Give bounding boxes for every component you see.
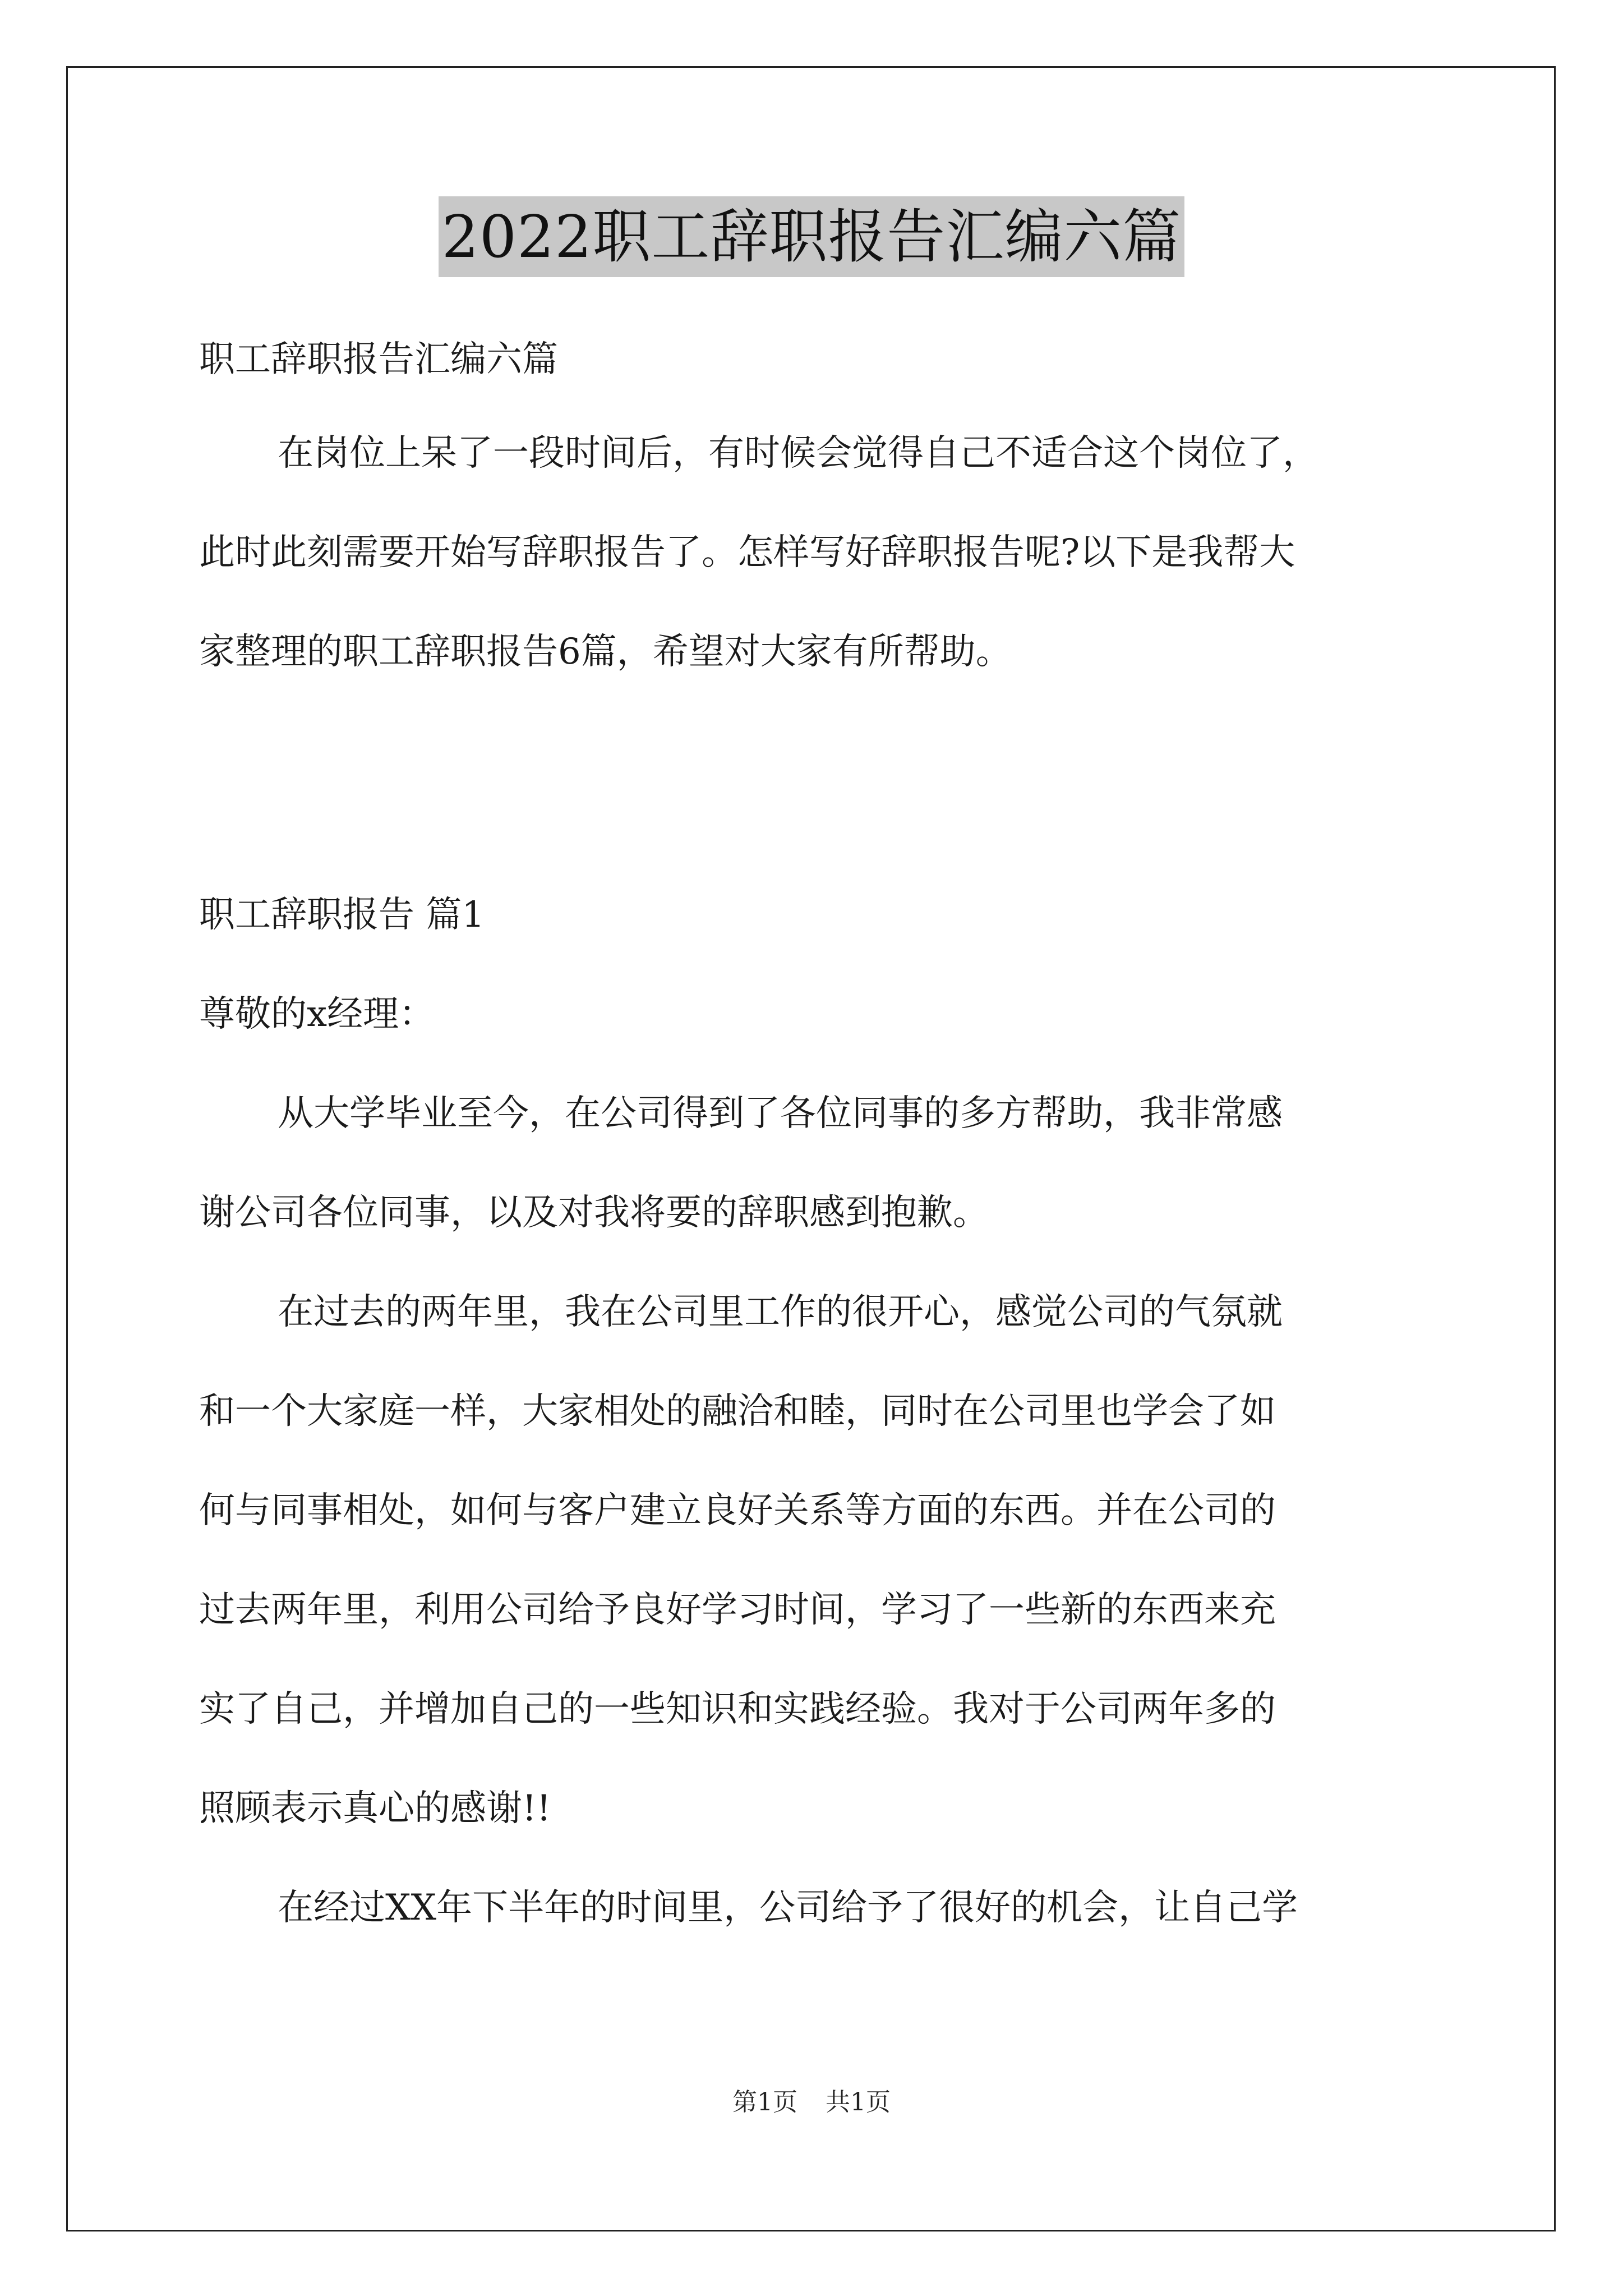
paragraph-line: 实了自己，并增加自己的一些知识和实践经验。我对于公司两年多的 [199, 1688, 1276, 1730]
title-container [0, 196, 1623, 277]
document-title: 2022职工辞职报告汇编六篇 [439, 196, 1185, 277]
page-footer [0, 2086, 1623, 2119]
subtitle-block [199, 310, 1427, 409]
paragraph-line: 照顾表示真心的感谢!! [199, 1788, 551, 1829]
paragraph-line: 过去两年里，利用公司给予良好学习时间，学习了一些新的东西来充 [199, 1589, 1276, 1631]
document-subtitle: 职工辞职报告汇编六篇 [199, 339, 558, 380]
intro-line: 在岗位上呆了一段时间后，有时候会觉得自己不适合这个岗位了， [278, 432, 1318, 474]
page-total: 共1页 [826, 2088, 891, 2116]
intro-line: 家整理的职工辞职报告6篇，希望对大家有所帮助。 [199, 631, 1012, 673]
section-heading-block [199, 866, 1427, 1064]
paragraph-3 [199, 1858, 1427, 1958]
paragraph-line: 和一个大家庭一样，大家相处的融洽和睦，同时在公司里也学会了如 [199, 1391, 1276, 1432]
intro-paragraph [199, 404, 1427, 702]
salutation: 尊敬的x经理： [199, 993, 435, 1035]
intro-line: 此时此刻需要开始写辞职报告了。怎样写好辞职报告呢?以下是我帮大 [199, 532, 1295, 573]
paragraph-1 [199, 1064, 1427, 1263]
page-number: 第1页 [732, 2088, 797, 2116]
paragraph-line: 从大学毕业至今，在公司得到了各位同事的多方帮助，我非常感 [278, 1093, 1283, 1134]
paragraph-line: 在经过XX年下半年的时间里，公司给予了很好的机会，让自己学 [278, 1887, 1298, 1929]
paragraph-line: 在过去的两年里，我在公司里工作的很开心，感觉公司的气氛就 [278, 1291, 1283, 1333]
paragraph-line: 谢公司各位同事，以及对我将要的辞职感到抱歉。 [199, 1192, 989, 1234]
section-heading: 职工辞职报告 篇1 [199, 894, 485, 936]
paragraph-2 [199, 1263, 1427, 1858]
paragraph-line: 何与同事相处，如何与客户建立良好关系等方面的东西。并在公司的 [199, 1490, 1276, 1531]
